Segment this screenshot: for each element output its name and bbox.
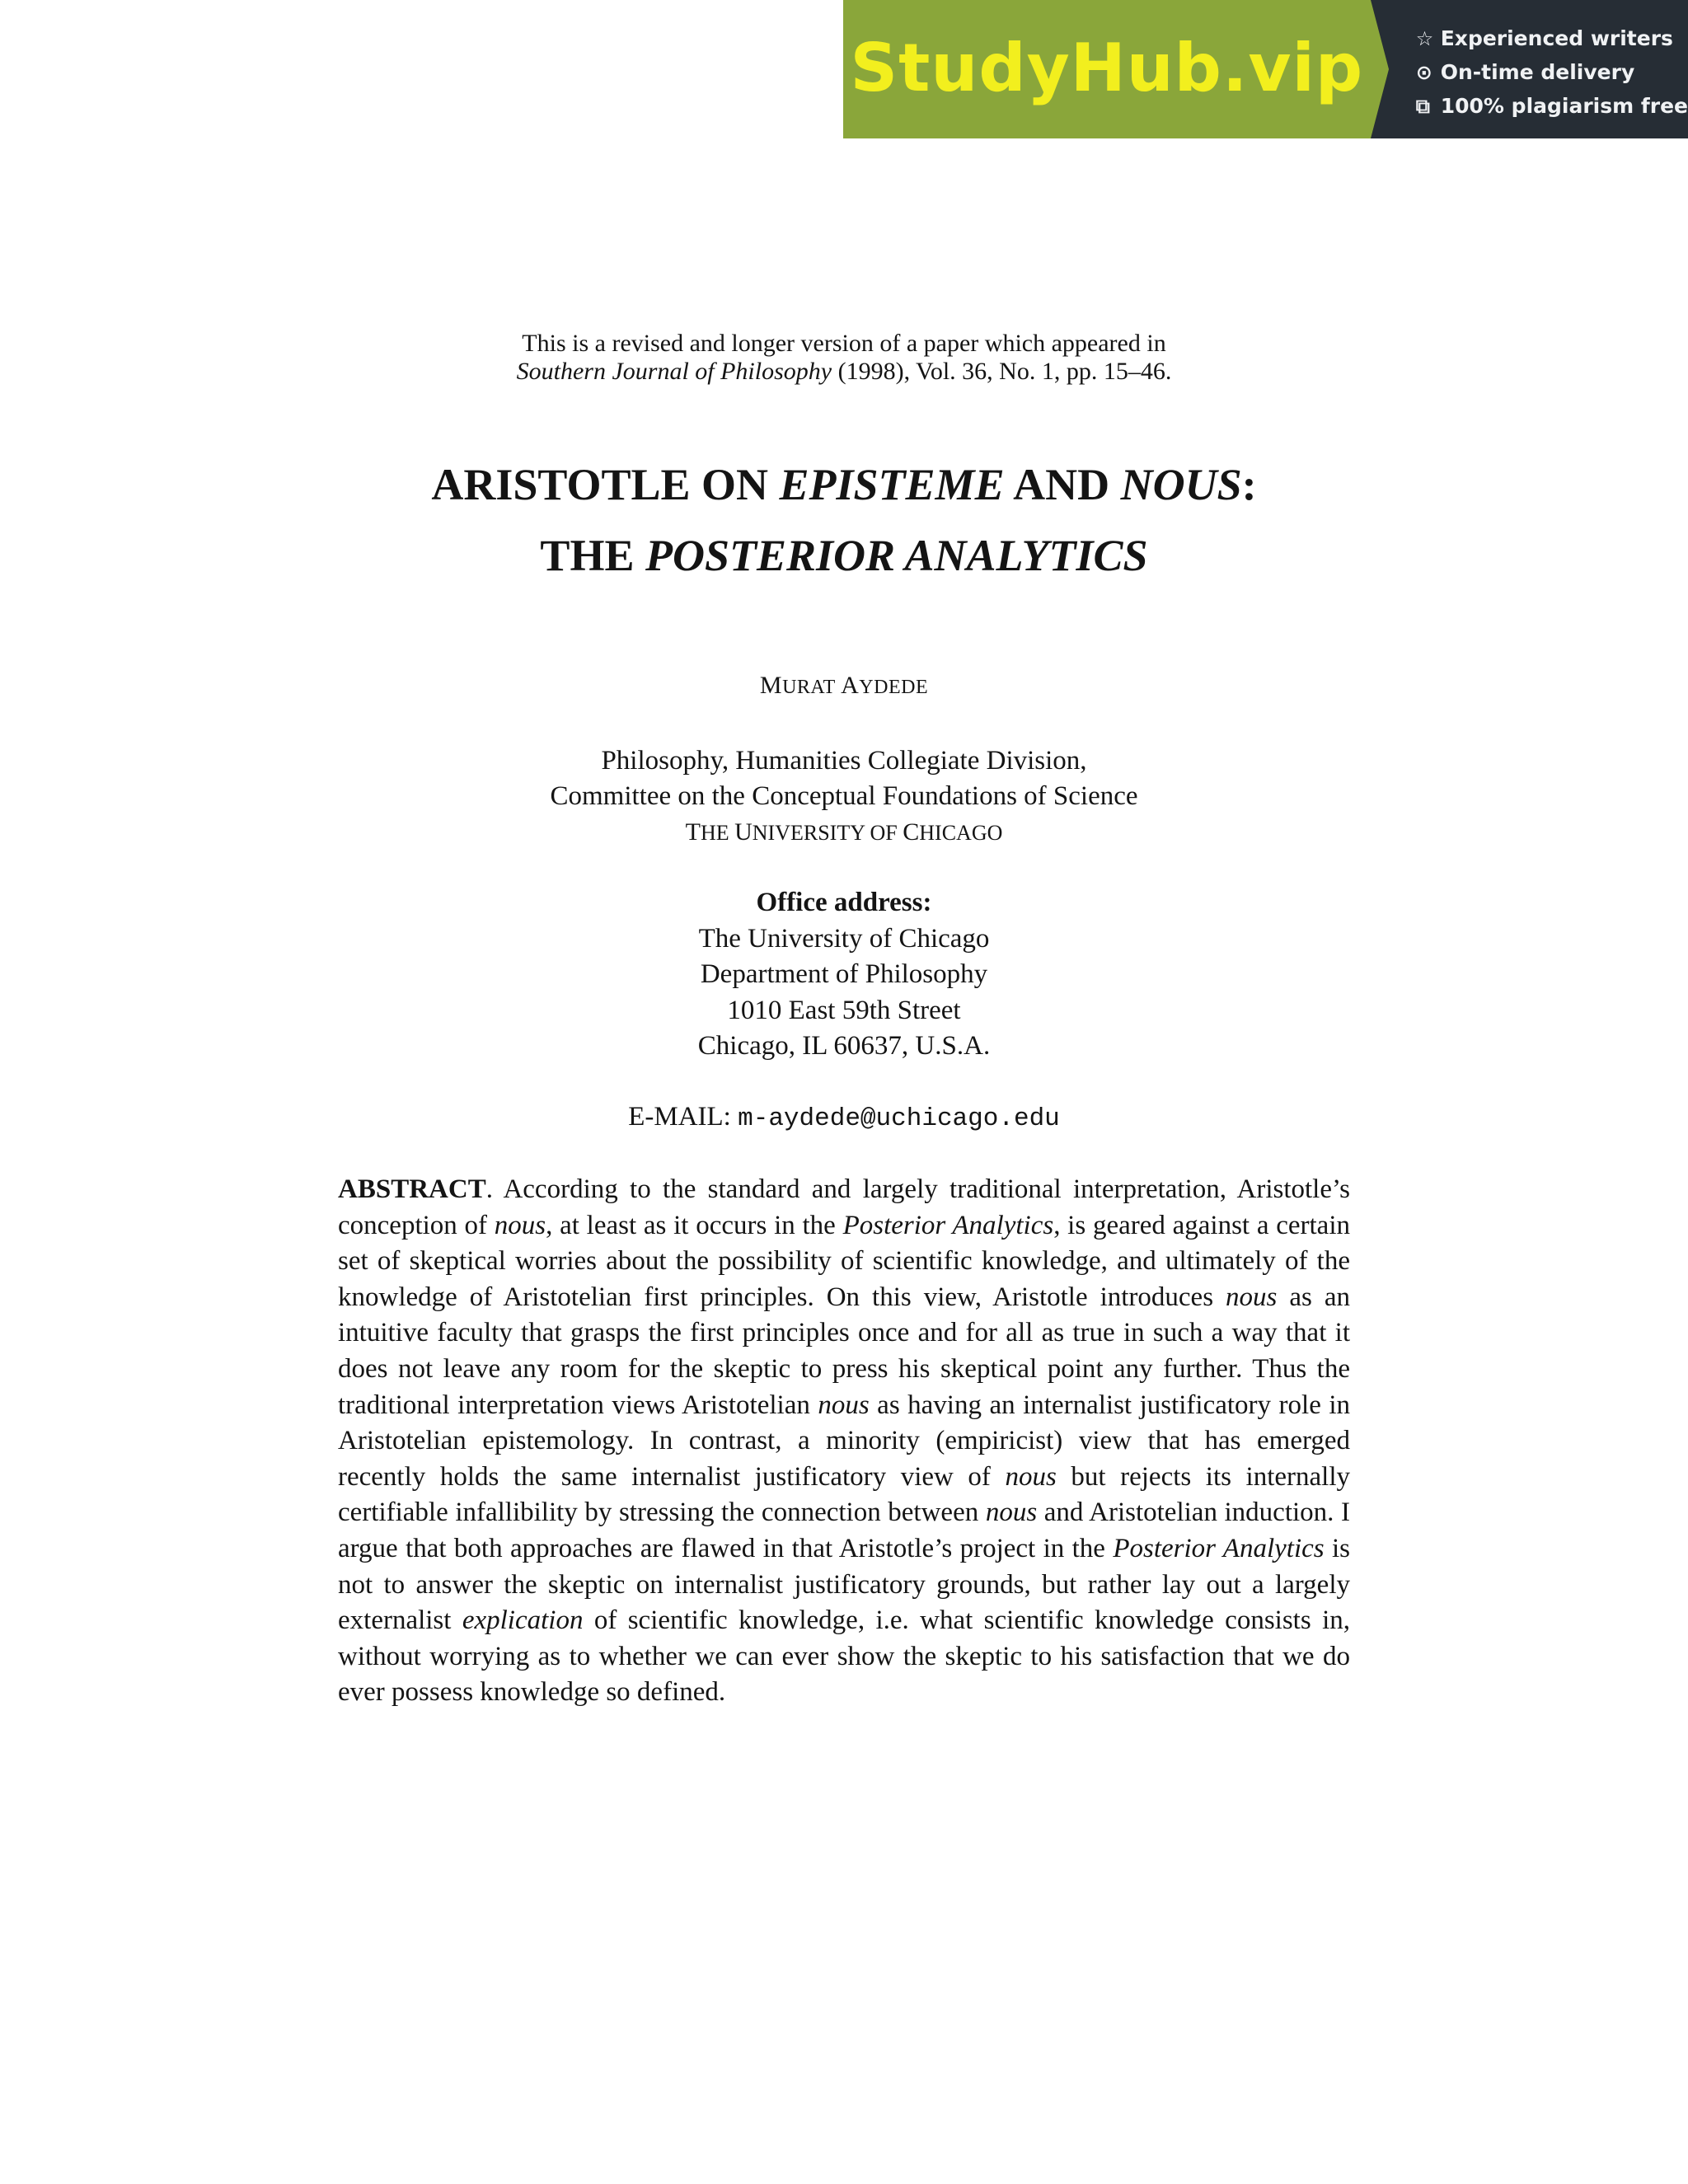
abstract-text: and Aristotelian induction. I argue that both approaches are flawed in that Aristotle’s project in the [338,1497,1350,1563]
paper-title [0,449,1688,591]
abstract-italic: nous [818,1390,870,1420]
clock-icon: ⊙ [1415,60,1432,84]
title-italic: POSTERIOR ANALYTICS [645,531,1148,580]
feature-plagiarism-free [1416,89,1688,123]
abstract-text: , is geared against a certain set of skeptical worries about the possibility of scientific knowledge, and ultimately of the knowledge of Aristotelian first principles. On this view, Aristotle introduces [338,1210,1350,1312]
abstract-italic: Posterior Analytics [842,1210,1054,1240]
title-line-2 [0,520,1688,591]
office-address-label: Office address: [756,888,932,917]
univ-part: T [685,818,701,846]
univ-part: U [734,818,753,846]
copy-icon: ⧉ [1415,94,1430,118]
address-line: The University of Chicago [698,923,990,954]
journal-details: (1998), Vol. 36, No. 1, pp. 15–46. [832,358,1172,385]
address-line: 1010 East 59th Street [727,995,961,1025]
abstract-italic: Posterior Analytics [1113,1533,1325,1563]
author-smallcaps: YDEDE [859,677,929,698]
studyhub-logo: StudyHub.vip [850,29,1364,106]
email-address[interactable]: m-aydede@uchicago.edu [738,1104,1060,1133]
univ-part: HE [700,821,735,845]
banner-chevron [1371,0,1389,138]
email-label: E-MAIL: [628,1102,738,1132]
abstract-italic: nous [1005,1461,1057,1492]
abstract-italic: nous [494,1210,546,1240]
banner-logo-panel [843,0,1371,138]
title-line-1 [0,449,1688,520]
abstract-italic: explication [462,1605,584,1636]
abstract-text: , at least as it occurs in the [546,1210,843,1240]
title-text: AND [1004,460,1121,509]
author-initial: M [759,672,783,699]
affiliation [0,743,1688,851]
email-line [0,1102,1688,1133]
feature-experienced-writers [1416,21,1688,55]
title-text: : [1241,460,1257,509]
univ-part: NIVERSITY OF [752,821,903,845]
affiliation-line-1: Philosophy, Humanities Collegiate Division, [601,746,1087,776]
note-line-1: This is a revised and longer version of a paper which appeared in [522,330,1166,357]
title-italic: EPISTEME [779,460,1005,509]
title-italic: NOUS [1120,460,1242,509]
feature-on-time-delivery [1416,55,1688,89]
title-text: ARISTOTLE ON [431,460,780,509]
studyhub-banner[interactable] [843,0,1688,138]
star-icon: ☆ [1415,26,1434,50]
abstract-text: but rejects its internally certifiable infallibility by stressing the connection between [338,1461,1350,1528]
affiliation-line-2: Committee on the Conceptual Foundations of Science [550,781,1138,811]
office-address [0,885,1688,1065]
publication-note [0,330,1688,386]
title-text: THE [540,531,645,580]
abstract-label: ABSTRACT [338,1174,486,1204]
univ-part: HICAGO [919,821,1003,845]
note-line-2 [0,358,1688,386]
address-line: Chicago, IL 60637, U.S.A. [697,1031,991,1062]
abstract-text: of scientific knowledge, i.e. what scientific knowledge consists in, without worrying as to whether we can ever show the skeptic to his satisfaction that we do ever possess knowledge so defined. [338,1605,1350,1708]
address-line: Department of Philosophy [700,959,988,990]
abstract-italic: nous [985,1497,1038,1528]
abstract-text: as having an internalist justificatory role in Aristotelian epistemology. In contrast, a minority (empiricist) view that has emerged recently holds the same internalist justificatory view of [338,1390,1350,1492]
abstract-italic: nous [1226,1282,1278,1312]
author-smallcaps: URAT [782,677,836,698]
feature-label: On-time delivery [1440,60,1635,84]
university-name [0,814,1688,851]
abstract-text: . According to the standard and largely traditional interpretation, Aristotle’s conception of [338,1174,1350,1240]
feature-label: 100% plagiarism free [1440,94,1688,118]
abstract-text: as an intuitive faculty that grasps the first principles once and for all as true in such a way that it does not leave any room for the skeptic to press his skeptical point any further. Thus the traditional interpretation views Aristotelian [338,1282,1350,1420]
author-initial: A [841,672,860,699]
abstract [338,1172,1350,1711]
feature-label: Experienced writers [1440,26,1673,50]
abstract-text: is not to answer the skeptic on internalist justificatory grounds, but rather lay out a largely externalist [338,1533,1351,1636]
author-name [0,672,1688,700]
banner-features-panel [1371,0,1688,138]
univ-part: C [903,818,920,846]
journal-name: Southern Journal of Philosophy [516,358,832,385]
